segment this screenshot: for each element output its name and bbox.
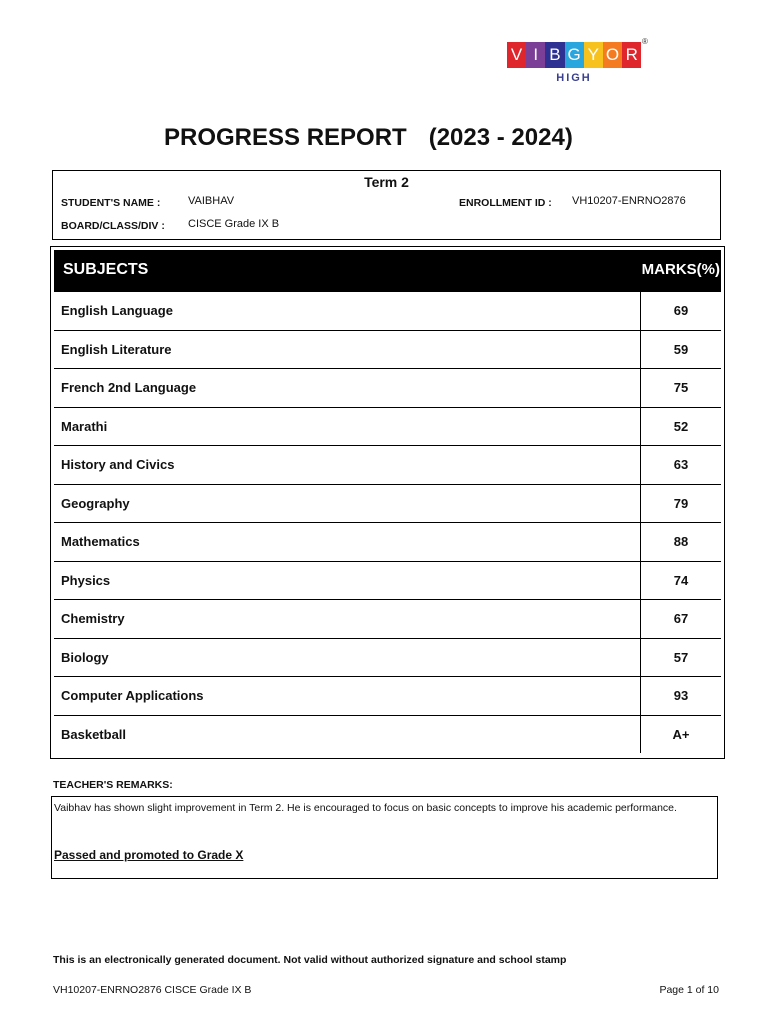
subject-name: Chemistry bbox=[61, 611, 125, 627]
registered-mark: ® bbox=[642, 37, 648, 46]
table-row bbox=[54, 716, 721, 754]
enrollment-id-label: ENROLLMENT ID : bbox=[459, 197, 552, 209]
table-row bbox=[54, 677, 721, 716]
logo-letter: V bbox=[507, 42, 526, 68]
remarks-label: TEACHER'S REMARKS: bbox=[53, 779, 173, 791]
remarks-text: Vaibhav has shown slight improvement in Term 2. He is encouraged to focus on basic concepts to improve his academic performance. bbox=[54, 802, 677, 814]
logo-letter: O bbox=[603, 42, 622, 68]
subject-name: Computer Applications bbox=[61, 688, 204, 704]
table-row bbox=[54, 639, 721, 678]
subject-marks: 59 bbox=[640, 331, 721, 369]
subject-name: History and Civics bbox=[61, 457, 175, 473]
table-row bbox=[54, 523, 721, 562]
subject-marks: 93 bbox=[640, 677, 721, 715]
page-number: Page 1 of 10 bbox=[659, 984, 719, 996]
promotion-status: Passed and promoted to Grade X bbox=[54, 848, 244, 862]
table-row bbox=[54, 369, 721, 408]
marks-table bbox=[50, 246, 725, 759]
subject-name: Biology bbox=[61, 649, 109, 665]
disclaimer: This is an electronically generated document. Not valid without authorized signature and school stamp bbox=[53, 954, 567, 966]
subjects-column-header: SUBJECTS bbox=[63, 261, 149, 278]
table-row bbox=[54, 446, 721, 485]
subject-marks: 67 bbox=[640, 600, 721, 638]
logo-letter: I bbox=[526, 42, 545, 68]
academic-year: (2023 - 2024) bbox=[428, 124, 573, 151]
logo-letter: R bbox=[622, 42, 641, 68]
table-row bbox=[54, 562, 721, 601]
subject-name: English Literature bbox=[61, 341, 172, 357]
subject-marks: A+ bbox=[640, 716, 721, 754]
subject-marks: 79 bbox=[640, 485, 721, 523]
term-label: Term 2 bbox=[364, 174, 409, 190]
marks-column-header: MARKS(%) bbox=[641, 261, 720, 278]
subject-name: French 2nd Language bbox=[61, 380, 197, 396]
subject-marks: 52 bbox=[640, 408, 721, 446]
student-name-label: STUDENT'S NAME : bbox=[61, 197, 161, 209]
remarks-box bbox=[51, 796, 718, 879]
board-class-label: BOARD/CLASS/DIV : bbox=[61, 220, 165, 232]
subject-name: Physics bbox=[61, 572, 111, 588]
table-header bbox=[54, 250, 721, 292]
logo-letters bbox=[507, 37, 647, 68]
subject-name: Geography bbox=[61, 495, 130, 511]
footer-document-id: VH10207-ENRNO2876 CISCE Grade IX B bbox=[53, 984, 252, 996]
table-row bbox=[54, 485, 721, 524]
subject-name: Marathi bbox=[61, 418, 108, 434]
table-body bbox=[54, 292, 721, 753]
subject-marks: 63 bbox=[640, 446, 721, 484]
logo-letter: G bbox=[565, 42, 584, 68]
subject-name: Mathematics bbox=[61, 534, 140, 550]
report-title bbox=[164, 124, 573, 152]
logo-letter: Y bbox=[584, 42, 603, 68]
subject-marks: 88 bbox=[640, 523, 721, 561]
table-row bbox=[54, 292, 721, 331]
board-class-value: CISCE Grade IX B bbox=[188, 218, 280, 230]
title-text: PROGRESS REPORT bbox=[164, 124, 407, 151]
logo-letter: B bbox=[545, 42, 564, 68]
table-row bbox=[54, 408, 721, 447]
subject-marks: 74 bbox=[640, 562, 721, 600]
subject-name: English Language bbox=[61, 303, 173, 319]
table-row bbox=[54, 600, 721, 639]
logo-subtitle: HIGH bbox=[556, 72, 592, 84]
table-row bbox=[54, 331, 721, 370]
subject-name: Basketball bbox=[61, 726, 127, 742]
student-info-box bbox=[52, 170, 721, 240]
school-logo bbox=[507, 37, 647, 89]
subject-marks: 69 bbox=[640, 292, 721, 330]
subject-marks: 75 bbox=[640, 369, 721, 407]
subject-marks: 57 bbox=[640, 639, 721, 677]
student-name-value: VAIBHAV bbox=[188, 195, 235, 207]
enrollment-id-value: VH10207-ENRNO2876 bbox=[572, 195, 686, 207]
